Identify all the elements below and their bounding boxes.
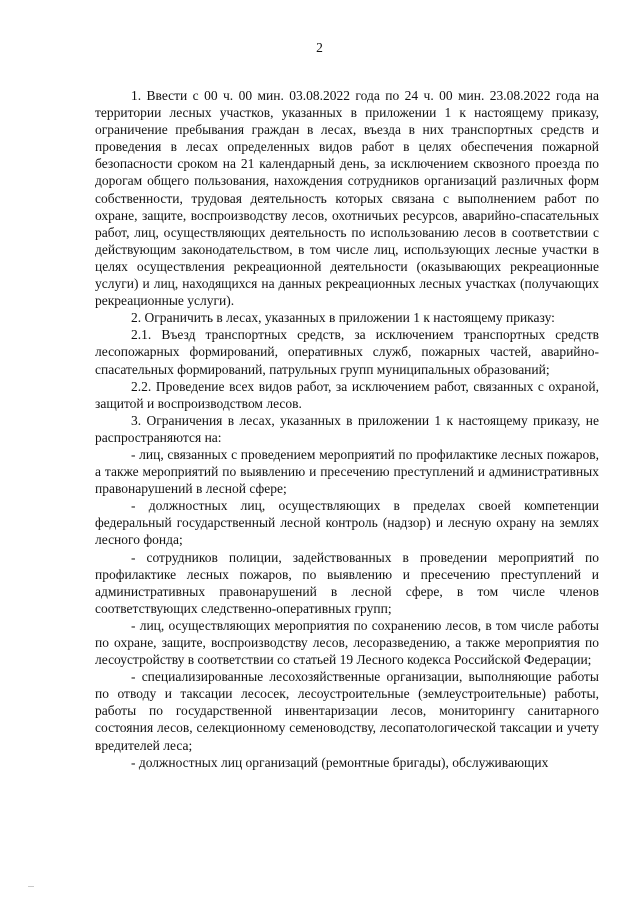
list-item-police: - сотрудников полиции, задействованных в проведении мероприятий по профилактике лесных пожаров, по выявлению и пресечению преступлений и административных правонарушений в лесной сфере, в том числе членов соответствующих следственно-оперативных групп;: [95, 549, 599, 616]
list-item-repair-crews: - должностных лиц организаций (ремонтные бригады), обслуживающих: [131, 754, 549, 770]
page-number: 2: [316, 40, 323, 55]
paragraph-2-1: 2.1. Въезд транспортных средств, за исключением транспортных средств лесопожарных формирований, оперативных служб, пожарных частей, аварийно-спасательных формирований, патрульных групп муниципальных образований;: [95, 327, 599, 377]
list-item-forest-conservation: - лиц, осуществляющих мероприятия по сохранению лесов, в том числе работы по охране, защите, воспроизводству лесов, лесоразведению, а также мероприятия по лесоустройству в соответствии со статьей 19 Лесного кодекса Российской Федерации;: [95, 617, 599, 668]
paragraph-1: 1. Ввести с 00 ч. 00 мин. 03.08.2022 года по 24 ч. 00 мин. 23.08.2022 года на территории лесных участков, указанных в приложении 1 к настоящему приказу, ограничение пребывания граждан в лесах, въезда в них транспортных средств и проведения в лесах определенных видов работ в целях обеспечения пожарной безопасности сроком на 21 календарный день, за исключением сквозного проезда по дорогам общего пользования, нахождения сотрудников организаций различных форм собственности, трудовая деятельность которых связана с выполнением работ по охране, защите, воспроизводству лесов, охотничьих ресурсов, аварийно-спасательных работ, лиц, осуществляющих деятельность по использованию лесов в соответствии с действующим законодательством, в том числе лиц, использующих лесные участки в целях осуществления рекреационной деятельности (оказывающих рекреационные услуги) и лиц, находящихся на данных рекреационных лесных участках (получающих рекреационные услуги).: [95, 88, 599, 309]
paragraph-3: 3. Ограничения в лесах, указанных в приложении 1 к настоящему приказу, не распространяются на:: [95, 412, 599, 445]
list-item-fire-prevention: - лиц, связанных с проведением мероприятий по профилактике лесных пожаров, а также мероприятий по выявлению и пресечению преступлений и административных правонарушений в лесной сфере;: [95, 446, 599, 497]
list-item-forest-control-officials: - должностных лиц, осуществляющих в пределах своей компетенции федеральный государственный лесной контроль (надзор) и лесную охрану на землях лесного фонда;: [95, 498, 599, 548]
list-item-forestry-organizations: - специализированные лесохозяйственные организации, выполняющие работы по отводу и таксации лесосек, лесоустроительные (землеустроительные) работы, работы по государственной инвентаризации лесов, мониторингу санитарного состояния лесов, селекционному семеноводству, лесопатологической таксации и учету вредителей леса;: [95, 669, 599, 753]
paragraph-2-2: 2.2. Проведение всех видов работ, за исключением работ, связанных с охраной, защитой и воспроизводством лесов.: [95, 378, 599, 411]
scan-edge-mark: [28, 886, 34, 887]
document-body: [95, 87, 599, 771]
paragraph-2: 2. Ограничить в лесах, указанных в приложении 1 к настоящему приказу:: [131, 310, 555, 326]
